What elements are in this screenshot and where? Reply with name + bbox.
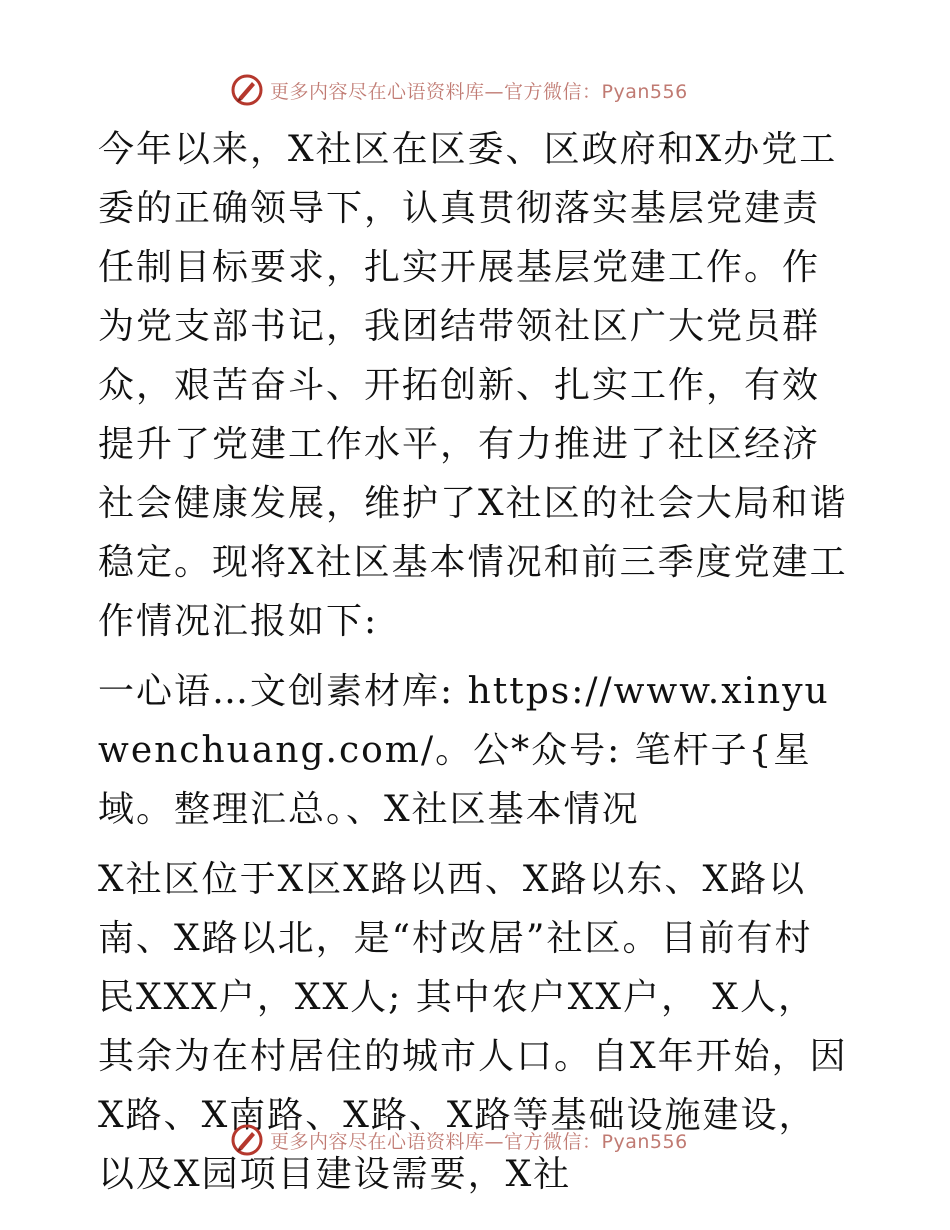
body-text (98, 120, 850, 1204)
footer-watermark (230, 1120, 688, 1160)
paragraph-community-info: X社区位于X区X路以西、X路以东、X路以南、X路以北，是“村改居”社区。目前有村民XXX户，XX人; 其中农户XX户， X人，其余为在村居住的城市人口。自X年开始，因X路、X南路、X路、X路等基础设施建设，以及X园项目建设需要，X社 (98, 859, 848, 1195)
header-watermark (230, 70, 688, 110)
paragraph-intro: 今年以来，X社区在区委、区政府和X办党工委的正确领导下，认真贯彻落实基层党建责任制目标要求，扎实开展基层党建工作。作为党支部书记，我团结带领社区广大党员群众，艰苦奋斗、开拓创新、扎实工作，有效提升了党建工作水平，有力推进了社区经济社会健康发展，维护了X社区的社会大局和谐稳定。现将X社区基本情况和前三季度党建工作情况汇报如下: (98, 129, 848, 642)
watermark-text: 更多内容尽在心语资料库—官方微信：Pyan556 (270, 80, 688, 103)
pen-logo-icon (230, 1123, 264, 1157)
paragraph-section-heading: 一心语…文创素材库: https://www.xinyuwenchuang.com/。公*众号: 笔杆子{星域。整理汇总。、X社区基本情况 (98, 671, 830, 830)
watermark-text: 更多内容尽在心语资料库—官方微信：Pyan556 (270, 1130, 688, 1153)
pen-logo-icon (230, 73, 264, 107)
